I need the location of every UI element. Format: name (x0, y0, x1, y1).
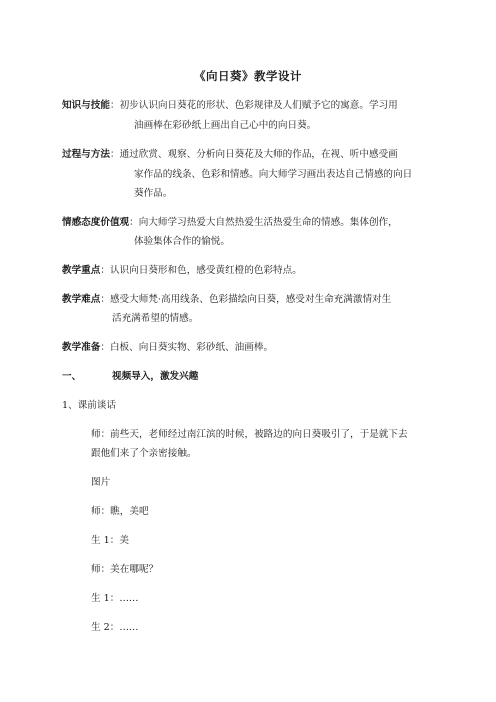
objective-process (62, 149, 398, 161)
objective-text-continued: 体验集体合作的愉悦。 (134, 236, 230, 247)
dialogue-line: 生 2：…… (91, 622, 139, 633)
dialogue-line: 师：瞧，美吧 (91, 506, 149, 517)
label-separator: ： (100, 265, 110, 276)
dialogue-line: 跟他们来了个亲密接触。 (91, 448, 197, 459)
objective-label: 过程与方法 (62, 149, 110, 160)
label-separator: ： (100, 294, 110, 305)
dialogue-line: 师：美在哪呢？ (91, 564, 159, 575)
label-separator: ： (100, 342, 110, 353)
objective-text: 通过欣赏、观察、分析向日葵花及大师的作品，在视、听中感受画 (119, 149, 398, 160)
teaching-preparation (62, 342, 273, 354)
section-number: 一、 (62, 371, 82, 382)
objective-text: 初步认识向日葵花的形状、色彩规律及人们赋予它的寓意。学习用 (119, 100, 398, 111)
label-separator: ： (109, 149, 120, 160)
objective-text-continued: 葵作品。 (134, 188, 173, 199)
objective-label: 教学难点 (62, 294, 101, 305)
objective-label: 教学重点 (62, 265, 101, 276)
objective-text: 感受大师梵·高用线条、色彩描绘向日葵，感受对生命充满激情对生 (109, 294, 392, 305)
subsection-heading: 1、课前谈话 (62, 400, 117, 411)
dialogue-line: 师：前些天，老师经过南江滨的时候，被路边的向日葵吸引了，于是就下去 (91, 429, 408, 440)
dialogue-line: 图片 (91, 477, 111, 488)
teaching-focus (62, 265, 302, 277)
objective-text-continued: 油画棒在彩砂纸上画出自己心中的向日葵。 (134, 120, 317, 131)
objective-label: 教学准备 (62, 342, 101, 353)
objective-text: 白板、向日葵实物、彩砂纸、油画棒。 (109, 342, 274, 353)
objective-text-continued: 活充满希望的情感。 (112, 313, 199, 324)
section-heading: 视频导入，激发兴趣 (112, 371, 199, 382)
objective-label: 知识与技能 (62, 100, 110, 111)
document-title: 《向日葵》教学设计 (194, 69, 302, 83)
objective-label: 情感态度价值观 (62, 217, 130, 228)
objective-text: 认识向日葵形和色，感受黄红橙的色彩特点。 (109, 265, 302, 276)
objective-attitude (62, 217, 398, 229)
label-separator: ： (129, 217, 139, 228)
dialogue-line: 生 1：美 (91, 535, 129, 546)
objective-text: 向大师学习热爱大自然热爱生活热爱生命的情感。集体创作， (138, 217, 398, 228)
teaching-difficulty (62, 294, 391, 306)
objective-knowledge (62, 100, 398, 112)
label-separator: ： (109, 100, 120, 111)
objective-text-continued: 家作品的线条、色彩和情感。向大师学习画出表达自己情感的向日 (134, 169, 413, 180)
dialogue-line: 生 1：…… (91, 593, 139, 604)
